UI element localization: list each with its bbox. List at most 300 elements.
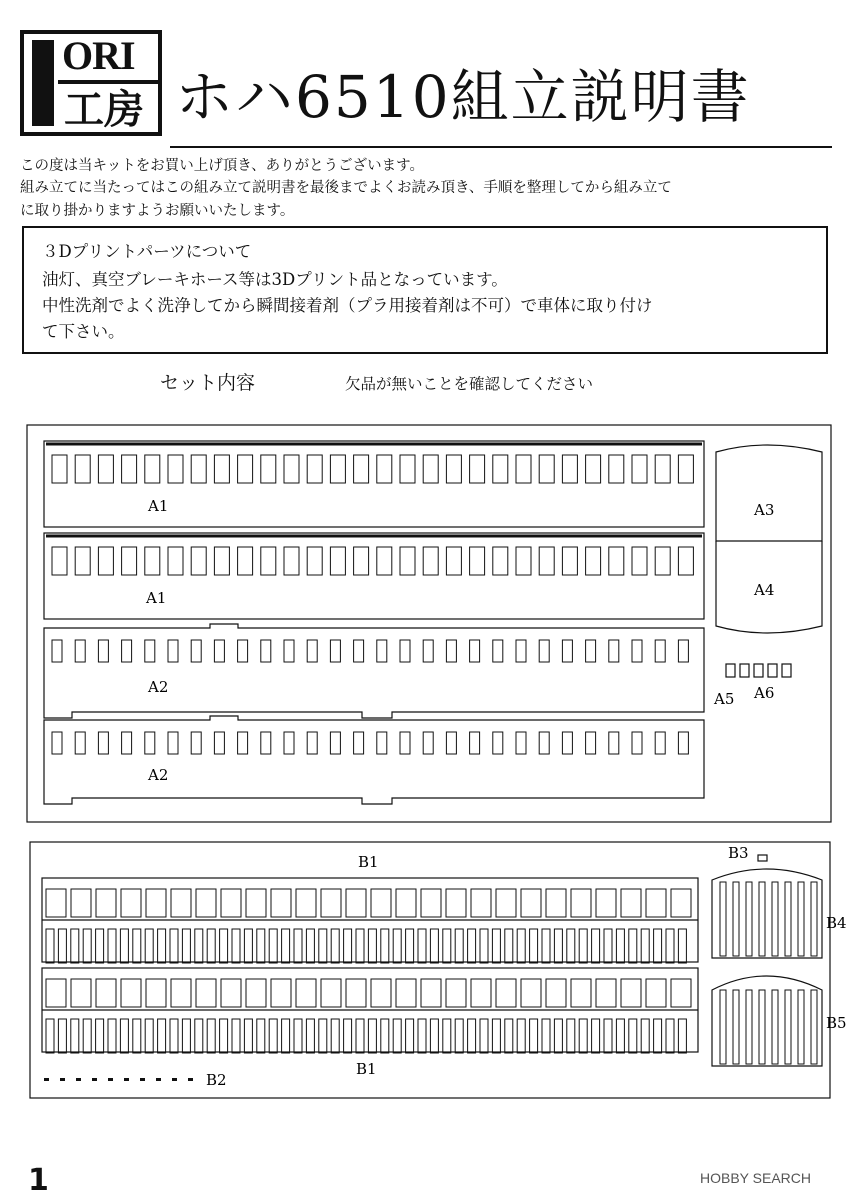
window-opening bbox=[46, 929, 54, 963]
window-opening bbox=[632, 455, 647, 483]
window-opening bbox=[321, 889, 341, 917]
window-opening bbox=[121, 889, 141, 917]
window-opening bbox=[232, 929, 240, 963]
part-b2-piece bbox=[124, 1078, 129, 1081]
window-opening bbox=[307, 640, 317, 662]
window-opening bbox=[678, 640, 688, 662]
window-opening bbox=[733, 990, 739, 1064]
window-opening bbox=[811, 990, 817, 1064]
window-opening bbox=[232, 1019, 240, 1053]
window-opening bbox=[470, 547, 485, 575]
window-opening bbox=[393, 929, 401, 963]
window-opening bbox=[377, 732, 387, 754]
window-opening bbox=[306, 929, 314, 963]
window-opening bbox=[145, 640, 155, 662]
window-opening bbox=[521, 889, 541, 917]
window-opening bbox=[75, 455, 90, 483]
window-opening bbox=[746, 882, 752, 956]
window-opening bbox=[330, 547, 345, 575]
window-opening bbox=[666, 929, 674, 963]
window-opening bbox=[96, 929, 104, 963]
window-opening bbox=[71, 889, 91, 917]
window-opening bbox=[58, 1019, 66, 1053]
page-number: 1 bbox=[28, 1163, 49, 1198]
window-opening bbox=[421, 979, 441, 1007]
window-opening bbox=[654, 929, 662, 963]
window-opening bbox=[354, 640, 364, 662]
window-opening bbox=[517, 1019, 525, 1053]
window-opening bbox=[296, 889, 316, 917]
label-b2: B2 bbox=[206, 1071, 227, 1089]
window-opening bbox=[52, 640, 62, 662]
window-opening bbox=[122, 732, 132, 754]
window-opening bbox=[759, 882, 765, 956]
window-opening bbox=[207, 929, 215, 963]
window-opening bbox=[182, 1019, 190, 1053]
window-opening bbox=[423, 455, 438, 483]
window-opening bbox=[195, 929, 203, 963]
window-opening bbox=[170, 1019, 178, 1053]
window-opening bbox=[629, 1019, 637, 1053]
window-opening bbox=[567, 929, 575, 963]
window-opening bbox=[145, 1019, 153, 1053]
label-b5: B5 bbox=[826, 1014, 847, 1032]
window-opening bbox=[746, 990, 752, 1064]
window-opening bbox=[406, 1019, 414, 1053]
window-opening bbox=[75, 732, 85, 754]
logo-text-bottom: 工房 bbox=[64, 86, 144, 133]
window-opening bbox=[423, 732, 433, 754]
window-opening bbox=[539, 547, 554, 575]
window-opening bbox=[400, 547, 415, 575]
window-opening bbox=[46, 979, 66, 1007]
window-opening bbox=[604, 929, 612, 963]
window-opening bbox=[430, 1019, 438, 1053]
window-opening bbox=[75, 640, 85, 662]
window-opening bbox=[759, 990, 765, 1064]
window-opening bbox=[539, 640, 549, 662]
window-opening bbox=[546, 979, 566, 1007]
window-opening bbox=[191, 455, 206, 483]
window-opening bbox=[609, 732, 619, 754]
window-opening bbox=[446, 979, 466, 1007]
window-opening bbox=[238, 547, 253, 575]
window-opening bbox=[609, 547, 624, 575]
window-opening bbox=[616, 1019, 624, 1053]
window-opening bbox=[562, 732, 572, 754]
window-opening bbox=[133, 929, 141, 963]
window-opening bbox=[168, 732, 178, 754]
window-opening bbox=[596, 979, 616, 1007]
window-opening bbox=[632, 732, 642, 754]
window-opening bbox=[307, 455, 322, 483]
part-a1-top bbox=[44, 441, 704, 527]
window-opening bbox=[530, 929, 538, 963]
window-opening bbox=[377, 640, 387, 662]
window-opening bbox=[246, 979, 266, 1007]
label-a3: A3 bbox=[754, 501, 775, 519]
window-opening bbox=[214, 732, 224, 754]
window-opening bbox=[381, 929, 389, 963]
window-opening bbox=[562, 455, 577, 483]
window-opening bbox=[586, 732, 596, 754]
window-opening bbox=[377, 547, 392, 575]
window-opening bbox=[468, 1019, 476, 1053]
window-opening bbox=[720, 882, 726, 956]
window-opening bbox=[284, 547, 299, 575]
window-opening bbox=[517, 929, 525, 963]
window-opening bbox=[133, 1019, 141, 1053]
part-a6-piece bbox=[768, 664, 777, 677]
window-opening bbox=[98, 455, 113, 483]
window-opening bbox=[121, 979, 141, 1007]
window-opening bbox=[83, 929, 91, 963]
window-opening bbox=[539, 732, 549, 754]
part-a6-piece bbox=[754, 664, 763, 677]
window-opening bbox=[671, 889, 691, 917]
window-opening bbox=[678, 547, 693, 575]
window-opening bbox=[586, 455, 601, 483]
label-a2-bottom: A2 bbox=[148, 766, 169, 784]
part-b2-piece bbox=[60, 1078, 65, 1081]
window-opening bbox=[168, 547, 183, 575]
window-opening bbox=[282, 1019, 290, 1053]
window-opening bbox=[58, 929, 66, 963]
part-b2-piece bbox=[140, 1078, 145, 1081]
window-opening bbox=[354, 455, 369, 483]
window-opening bbox=[306, 1019, 314, 1053]
window-opening bbox=[221, 979, 241, 1007]
label-a2-top: A2 bbox=[148, 678, 169, 696]
window-opening bbox=[811, 882, 817, 956]
part-a2-bottom bbox=[44, 716, 704, 804]
part-a6-piece bbox=[782, 664, 791, 677]
window-opening bbox=[446, 732, 456, 754]
window-opening bbox=[430, 929, 438, 963]
window-opening bbox=[377, 455, 392, 483]
window-opening bbox=[446, 547, 461, 575]
sheet-a-frame bbox=[27, 425, 831, 822]
label-a5: A5 bbox=[714, 690, 735, 708]
window-opening bbox=[356, 929, 364, 963]
window-opening bbox=[592, 929, 600, 963]
window-opening bbox=[733, 882, 739, 956]
window-opening bbox=[539, 455, 554, 483]
window-opening bbox=[492, 929, 500, 963]
window-opening bbox=[470, 732, 480, 754]
window-opening bbox=[470, 640, 480, 662]
label-a4: A4 bbox=[754, 581, 775, 599]
window-opening bbox=[678, 455, 693, 483]
window-opening bbox=[354, 732, 364, 754]
window-opening bbox=[480, 929, 488, 963]
part-b2 bbox=[44, 1078, 193, 1081]
window-opening bbox=[321, 979, 341, 1007]
part-b4 bbox=[712, 869, 822, 958]
window-opening bbox=[505, 929, 513, 963]
intro-line-3: に取り掛かりますようお願いいたします。 bbox=[20, 203, 295, 219]
window-opening bbox=[421, 889, 441, 917]
window-opening bbox=[284, 640, 294, 662]
sheet-b-frame bbox=[30, 842, 830, 1098]
window-opening bbox=[655, 547, 670, 575]
window-opening bbox=[798, 990, 804, 1064]
window-opening bbox=[83, 1019, 91, 1053]
window-opening bbox=[418, 1019, 426, 1053]
window-opening bbox=[785, 990, 791, 1064]
window-opening bbox=[678, 929, 686, 963]
note-line-3: て下さい。 bbox=[42, 322, 125, 341]
window-opening bbox=[214, 640, 224, 662]
window-opening bbox=[493, 732, 503, 754]
part-a2-top bbox=[44, 624, 704, 718]
intro-line-2: 組み立てに当たってはこの組み立て説明書を最後までよくお読み頂き、手順を整理してから組み立て bbox=[20, 180, 672, 196]
window-opening bbox=[146, 979, 166, 1007]
label-b3: B3 bbox=[728, 844, 749, 862]
window-opening bbox=[562, 547, 577, 575]
window-opening bbox=[284, 732, 294, 754]
window-opening bbox=[346, 889, 366, 917]
window-opening bbox=[446, 640, 456, 662]
window-opening bbox=[493, 547, 508, 575]
label-a6: A6 bbox=[754, 684, 775, 702]
window-opening bbox=[567, 1019, 575, 1053]
window-opening bbox=[616, 929, 624, 963]
window-opening bbox=[261, 547, 276, 575]
window-opening bbox=[344, 1019, 352, 1053]
window-opening bbox=[470, 455, 485, 483]
window-opening bbox=[191, 547, 206, 575]
window-opening bbox=[632, 640, 642, 662]
window-opening bbox=[493, 640, 503, 662]
window-opening bbox=[480, 1019, 488, 1053]
part-b2-piece bbox=[44, 1078, 49, 1081]
window-opening bbox=[307, 547, 322, 575]
window-opening bbox=[516, 640, 526, 662]
window-opening bbox=[330, 455, 345, 483]
window-opening bbox=[331, 929, 339, 963]
window-opening bbox=[145, 547, 160, 575]
window-opening bbox=[214, 547, 229, 575]
window-opening bbox=[207, 1019, 215, 1053]
window-opening bbox=[98, 732, 108, 754]
window-opening bbox=[455, 929, 463, 963]
window-opening bbox=[772, 990, 778, 1064]
window-opening bbox=[418, 929, 426, 963]
part-b2-piece bbox=[76, 1078, 81, 1081]
part-b3 bbox=[758, 855, 767, 861]
window-opening bbox=[145, 455, 160, 483]
window-opening bbox=[516, 732, 526, 754]
window-opening bbox=[238, 455, 253, 483]
window-opening bbox=[530, 1019, 538, 1053]
window-opening bbox=[52, 547, 67, 575]
window-opening bbox=[170, 929, 178, 963]
window-opening bbox=[516, 547, 531, 575]
window-opening bbox=[468, 929, 476, 963]
window-opening bbox=[542, 929, 550, 963]
window-opening bbox=[406, 929, 414, 963]
part-b2-piece bbox=[172, 1078, 177, 1081]
window-opening bbox=[261, 640, 271, 662]
window-opening bbox=[666, 1019, 674, 1053]
window-opening bbox=[257, 1019, 265, 1053]
window-opening bbox=[671, 979, 691, 1007]
window-opening bbox=[319, 929, 327, 963]
window-opening bbox=[171, 979, 191, 1007]
window-opening bbox=[46, 1019, 54, 1053]
window-opening bbox=[371, 889, 391, 917]
window-opening bbox=[220, 1019, 228, 1053]
window-opening bbox=[196, 979, 216, 1007]
window-opening bbox=[554, 929, 562, 963]
window-opening bbox=[655, 455, 670, 483]
window-opening bbox=[122, 455, 137, 483]
window-opening bbox=[621, 889, 641, 917]
note-line-1: 油灯、真空ブレーキホース等は3Dプリント品となっています。 bbox=[42, 270, 508, 289]
window-opening bbox=[368, 929, 376, 963]
window-opening bbox=[443, 1019, 451, 1053]
window-opening bbox=[344, 929, 352, 963]
window-opening bbox=[246, 889, 266, 917]
window-opening bbox=[238, 732, 248, 754]
window-opening bbox=[168, 640, 178, 662]
window-opening bbox=[446, 455, 461, 483]
window-opening bbox=[720, 990, 726, 1064]
window-opening bbox=[646, 889, 666, 917]
window-opening bbox=[346, 979, 366, 1007]
window-opening bbox=[238, 640, 248, 662]
window-opening bbox=[294, 1019, 302, 1053]
window-opening bbox=[446, 889, 466, 917]
window-opening bbox=[71, 979, 91, 1007]
window-opening bbox=[257, 929, 265, 963]
window-opening bbox=[516, 455, 531, 483]
window-opening bbox=[145, 732, 155, 754]
window-opening bbox=[368, 1019, 376, 1053]
window-opening bbox=[330, 732, 340, 754]
window-opening bbox=[542, 1019, 550, 1053]
window-opening bbox=[158, 929, 166, 963]
window-opening bbox=[609, 640, 619, 662]
window-opening bbox=[220, 929, 228, 963]
window-opening bbox=[182, 929, 190, 963]
window-opening bbox=[296, 979, 316, 1007]
window-opening bbox=[244, 1019, 252, 1053]
window-opening bbox=[158, 1019, 166, 1053]
window-opening bbox=[221, 889, 241, 917]
window-opening bbox=[96, 979, 116, 1007]
window-opening bbox=[294, 929, 302, 963]
window-opening bbox=[546, 889, 566, 917]
window-opening bbox=[284, 455, 299, 483]
window-opening bbox=[120, 1019, 128, 1053]
window-opening bbox=[195, 1019, 203, 1053]
window-opening bbox=[168, 455, 183, 483]
window-opening bbox=[579, 1019, 587, 1053]
part-a1-bottom bbox=[44, 533, 704, 619]
part-b2-piece bbox=[188, 1078, 193, 1081]
window-opening bbox=[621, 979, 641, 1007]
window-opening bbox=[171, 889, 191, 917]
window-opening bbox=[145, 929, 153, 963]
part-b5 bbox=[712, 976, 822, 1066]
window-opening bbox=[609, 455, 624, 483]
window-opening bbox=[196, 889, 216, 917]
window-opening bbox=[562, 640, 572, 662]
label-b4: B4 bbox=[826, 914, 847, 932]
window-opening bbox=[98, 640, 108, 662]
window-opening bbox=[772, 882, 778, 956]
window-opening bbox=[261, 455, 276, 483]
window-opening bbox=[261, 732, 271, 754]
window-opening bbox=[244, 929, 252, 963]
window-openings bbox=[46, 455, 817, 1064]
watermark: HOBBY SEARCH bbox=[700, 1170, 811, 1186]
note-heading: ３Dプリントパーツについて bbox=[42, 242, 252, 261]
page-title: ホハ6510組立説明書 bbox=[175, 63, 751, 131]
intro-line-1: この度は当キットをお買い上げ頂き、ありがとうございます。 bbox=[20, 158, 424, 174]
window-opening bbox=[678, 732, 688, 754]
window-opening bbox=[493, 455, 508, 483]
window-opening bbox=[108, 929, 116, 963]
window-opening bbox=[269, 1019, 277, 1053]
window-opening bbox=[146, 889, 166, 917]
window-opening bbox=[271, 889, 291, 917]
window-opening bbox=[443, 929, 451, 963]
logo-text-top: ORI bbox=[62, 33, 135, 78]
window-opening bbox=[471, 979, 491, 1007]
window-opening bbox=[571, 889, 591, 917]
part-a6-piece bbox=[726, 664, 735, 677]
window-opening bbox=[371, 979, 391, 1007]
window-opening bbox=[586, 640, 596, 662]
window-opening bbox=[269, 929, 277, 963]
window-opening bbox=[798, 882, 804, 956]
window-opening bbox=[496, 979, 516, 1007]
window-opening bbox=[400, 732, 410, 754]
window-opening bbox=[354, 547, 369, 575]
window-opening bbox=[46, 889, 66, 917]
window-opening bbox=[646, 979, 666, 1007]
window-opening bbox=[120, 929, 128, 963]
window-opening bbox=[71, 929, 79, 963]
window-opening bbox=[554, 1019, 562, 1053]
window-opening bbox=[579, 929, 587, 963]
window-opening bbox=[632, 547, 647, 575]
window-opening bbox=[604, 1019, 612, 1053]
window-opening bbox=[492, 1019, 500, 1053]
window-opening bbox=[319, 1019, 327, 1053]
window-opening bbox=[75, 547, 90, 575]
window-opening bbox=[571, 979, 591, 1007]
window-opening bbox=[331, 1019, 339, 1053]
window-opening bbox=[52, 455, 67, 483]
window-opening bbox=[592, 1019, 600, 1053]
part-a3 bbox=[716, 445, 822, 541]
window-opening bbox=[471, 889, 491, 917]
window-opening bbox=[381, 1019, 389, 1053]
window-opening bbox=[586, 547, 601, 575]
window-opening bbox=[271, 979, 291, 1007]
window-opening bbox=[393, 1019, 401, 1053]
label-a1-top: A1 bbox=[148, 497, 169, 515]
window-opening bbox=[505, 1019, 513, 1053]
part-b2-piece bbox=[156, 1078, 161, 1081]
label-b1-bottom: B1 bbox=[356, 1060, 377, 1078]
window-opening bbox=[400, 640, 410, 662]
part-b2-piece bbox=[92, 1078, 97, 1081]
